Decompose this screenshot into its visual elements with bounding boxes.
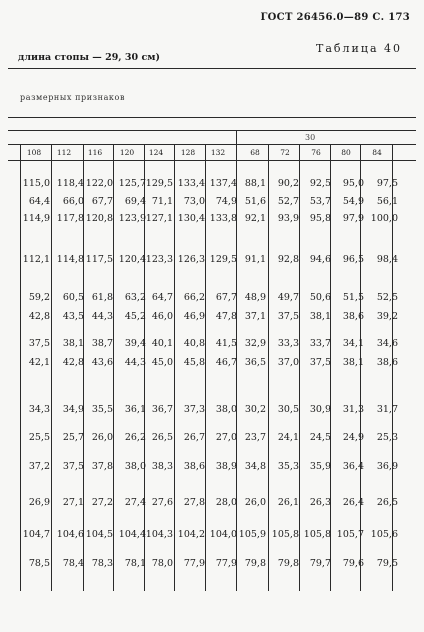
table-cell: 133,4: [177, 178, 205, 189]
table-cell: 122,0: [85, 178, 113, 189]
table-cell: 49,7: [277, 292, 299, 303]
table-cell: 41,5: [215, 338, 237, 349]
table-cell: 105,8: [303, 529, 331, 540]
table-cell: 46,9: [183, 311, 205, 322]
table-cell: 129,5: [145, 178, 173, 189]
table-cell: 37,3: [183, 404, 205, 415]
table-cell: 78,3: [91, 558, 113, 569]
table-cell: 38,0: [124, 461, 146, 472]
table-cell: 32,9: [244, 338, 266, 349]
table-cell: 61,8: [91, 292, 113, 303]
table-cell: 26,0: [91, 432, 113, 443]
table-cell: 71,1: [151, 196, 173, 207]
table-cell: 45,2: [124, 311, 146, 322]
table-cell: 104,7: [22, 529, 50, 540]
table-cell: 37,5: [309, 357, 331, 368]
table-cell: 125,7: [118, 178, 146, 189]
table-cell: 24,1: [277, 432, 299, 443]
table-cell: 38,3: [151, 461, 173, 472]
table-cell: 37,5: [28, 338, 50, 349]
table-cell: 112,1: [22, 254, 50, 265]
table-cell: 67,7: [215, 292, 237, 303]
table-cell: 36,9: [376, 461, 398, 472]
table-cell: 95,0: [342, 178, 364, 189]
table-cell: 34,9: [62, 404, 84, 415]
table-cell: 59,2: [28, 292, 50, 303]
table-cell: 25,5: [28, 432, 50, 443]
table-cell: 77,9: [215, 558, 237, 569]
table-cell: 45,8: [183, 357, 205, 368]
table-cell: 38,6: [342, 311, 364, 322]
table-cell: 26,9: [28, 497, 50, 508]
table-cell: 78,0: [151, 558, 173, 569]
table-cell: 31,3: [342, 404, 364, 415]
column-header: 120: [119, 148, 135, 157]
table-cell: 39,4: [124, 338, 146, 349]
column-header: 80: [341, 148, 351, 157]
table-cell: 52,5: [376, 292, 398, 303]
table-cell: 25,7: [62, 432, 84, 443]
table-cell: 118,4: [56, 178, 84, 189]
rule-group: [8, 130, 416, 131]
table-cell: 38,1: [309, 311, 331, 322]
table-cell: 42,8: [62, 357, 84, 368]
column-header: 132: [210, 148, 226, 157]
table-cell: 92,5: [309, 178, 331, 189]
table-cell: 50,6: [309, 292, 331, 303]
table-cell: 90,2: [277, 178, 299, 189]
table-cell: 126,3: [177, 254, 205, 265]
table-cell: 104,3: [145, 529, 173, 540]
table-cell: 23,7: [244, 432, 266, 443]
table-cell: 123,3: [145, 254, 173, 265]
table-cell: 38,9: [215, 461, 237, 472]
table-cell: 26,0: [244, 497, 266, 508]
table-cell: 66,2: [183, 292, 205, 303]
table-cell: 129,5: [209, 254, 237, 265]
rule-features: [8, 117, 416, 118]
table-cell: 38,1: [62, 338, 84, 349]
table-cell: 38,6: [376, 357, 398, 368]
table-cell: 79,8: [244, 558, 266, 569]
table-cell: 25,3: [376, 432, 398, 443]
table-cell: 78,4: [62, 558, 84, 569]
table-cell: 38,1: [342, 357, 364, 368]
table-cell: 114,9: [22, 213, 50, 224]
table-cell: 35,5: [91, 404, 113, 415]
table-cell: 38,0: [215, 404, 237, 415]
table-cell: 60,5: [62, 292, 84, 303]
table-cell: 27,4: [124, 497, 146, 508]
table-cell: 104,5: [85, 529, 113, 540]
column-header: 72: [280, 148, 290, 157]
table-cell: 54,9: [342, 196, 364, 207]
table-cell: 74,9: [215, 196, 237, 207]
feature-column-label: размерных признаков: [20, 93, 126, 102]
table-cell: 97,9: [342, 213, 364, 224]
table-cell: 35,9: [309, 461, 331, 472]
table-cell: 33,7: [309, 338, 331, 349]
table-cell: 37,1: [244, 311, 266, 322]
table-cell: 43,6: [91, 357, 113, 368]
table-cell: 105,7: [336, 529, 364, 540]
table-cell: 105,9: [238, 529, 266, 540]
document-reference: ГОСТ 26456.0—89 С. 173: [260, 12, 410, 23]
table-cell: 79,8: [277, 558, 299, 569]
table-cell: 35,3: [277, 461, 299, 472]
column-header: 116: [87, 148, 103, 157]
table-cell: 51,5: [342, 292, 364, 303]
rule-top: [8, 68, 416, 69]
table-cell: 92,1: [244, 213, 266, 224]
table-cell: 66,0: [62, 196, 84, 207]
column-header: 108: [26, 148, 42, 157]
table-cell: 123,9: [118, 213, 146, 224]
column-header: 68: [250, 148, 260, 157]
table-cell: 105,6: [370, 529, 398, 540]
table-cell: 34,3: [28, 404, 50, 415]
table-cell: 36,4: [342, 461, 364, 472]
table-cell: 34,8: [244, 461, 266, 472]
table-cell: 30,9: [309, 404, 331, 415]
table-cell: 56,1: [376, 196, 398, 207]
table-cell: 36,7: [151, 404, 173, 415]
table-cell: 37,5: [277, 311, 299, 322]
table-cell: 38,7: [91, 338, 113, 349]
table-cell: 52,7: [277, 196, 299, 207]
table-cell: 38,6: [183, 461, 205, 472]
column-header: 76: [311, 148, 321, 157]
table-cell: 114,8: [56, 254, 84, 265]
table-cell: 28,0: [215, 497, 237, 508]
table-cell: 51,6: [244, 196, 266, 207]
table-cell: 47,8: [215, 311, 237, 322]
table-cell: 96,5: [342, 254, 364, 265]
table-cell: 24,9: [342, 432, 364, 443]
table-cell: 104,6: [56, 529, 84, 540]
table-cell: 95,8: [309, 213, 331, 224]
table-cell: 64,7: [151, 292, 173, 303]
table-cell: 79,5: [376, 558, 398, 569]
table-cell: 27,1: [62, 497, 84, 508]
column-header: 112: [56, 148, 72, 157]
table-cell: 127,1: [145, 213, 173, 224]
table-cell: 45,0: [151, 357, 173, 368]
table-cell: 42,8: [28, 311, 50, 322]
table-cell: 46,7: [215, 357, 237, 368]
table-cell: 30,5: [277, 404, 299, 415]
table-cell: 77,9: [183, 558, 205, 569]
table-number: Таблица 40: [316, 42, 402, 55]
table-cell: 79,6: [342, 558, 364, 569]
table-cell: 100,0: [370, 213, 398, 224]
table-cell: 94,6: [309, 254, 331, 265]
column-header: 128: [180, 148, 196, 157]
table-cell: 37,5: [62, 461, 84, 472]
table-cell: 40,8: [183, 338, 205, 349]
rule-head-bottom: [8, 160, 416, 161]
table-cell: 115,0: [22, 178, 50, 189]
table-cell: 105,8: [271, 529, 299, 540]
table-cell: 78,5: [28, 558, 50, 569]
table-cell: 92,8: [277, 254, 299, 265]
table-cell: 37,2: [28, 461, 50, 472]
table-cell: 130,4: [177, 213, 205, 224]
table-cell: 120,4: [118, 254, 146, 265]
table-cell: 133,8: [209, 213, 237, 224]
table-cell: 91,1: [244, 254, 266, 265]
table-cell: 26,1: [277, 497, 299, 508]
table-cell: 27,0: [215, 432, 237, 443]
table-subtitle: длина стопы — 29, 30 см): [18, 52, 160, 63]
table-cell: 69,4: [124, 196, 146, 207]
table-cell: 53,7: [309, 196, 331, 207]
table-cell: 33,3: [277, 338, 299, 349]
table-cell: 44,3: [124, 357, 146, 368]
table-cell: 36,5: [244, 357, 266, 368]
table-cell: 93,9: [277, 213, 299, 224]
table-cell: 30,2: [244, 404, 266, 415]
table-cell: 104,0: [209, 529, 237, 540]
table-cell: 117,5: [85, 254, 113, 265]
table-cell: 43,5: [62, 311, 84, 322]
table-cell: 26,4: [342, 497, 364, 508]
table-cell: 97,5: [376, 178, 398, 189]
table-cell: 48,9: [244, 292, 266, 303]
table-cell: 88,1: [244, 178, 266, 189]
table-cell: 26,3: [309, 497, 331, 508]
table-cell: 27,2: [91, 497, 113, 508]
table-cell: 27,8: [183, 497, 205, 508]
table-cell: 40,1: [151, 338, 173, 349]
table-cell: 26,5: [376, 497, 398, 508]
size-group-header: 30: [305, 133, 316, 142]
column-header: 84: [372, 148, 382, 157]
table-cell: 34,1: [342, 338, 364, 349]
table-cell: 46,0: [151, 311, 173, 322]
table-cell: 137,4: [209, 178, 237, 189]
table-cell: 120,8: [85, 213, 113, 224]
table-cell: 26,7: [183, 432, 205, 443]
table-cell: 24,5: [309, 432, 331, 443]
table-cell: 104,2: [177, 529, 205, 540]
table-cell: 64,4: [28, 196, 50, 207]
table-cell: 98,4: [376, 254, 398, 265]
rule-head-top: [8, 144, 416, 145]
table-cell: 44,3: [91, 311, 113, 322]
table-cell: 63,2: [124, 292, 146, 303]
table-cell: 117,8: [56, 213, 84, 224]
table-cell: 36,1: [124, 404, 146, 415]
table-cell: 39,2: [376, 311, 398, 322]
column-header: 124: [148, 148, 164, 157]
table-cell: 37,0: [277, 357, 299, 368]
table-cell: 27,6: [151, 497, 173, 508]
table-cell: 26,2: [124, 432, 146, 443]
table-cell: 67,7: [91, 196, 113, 207]
table-cell: 31,7: [376, 404, 398, 415]
table-cell: 79,7: [309, 558, 331, 569]
table-cell: 104,4: [118, 529, 146, 540]
table-cell: 26,5: [151, 432, 173, 443]
table-cell: 34,6: [376, 338, 398, 349]
table-cell: 78,1: [124, 558, 146, 569]
table-cell: 42,1: [28, 357, 50, 368]
table-cell: 37,8: [91, 461, 113, 472]
table-cell: 73,0: [183, 196, 205, 207]
